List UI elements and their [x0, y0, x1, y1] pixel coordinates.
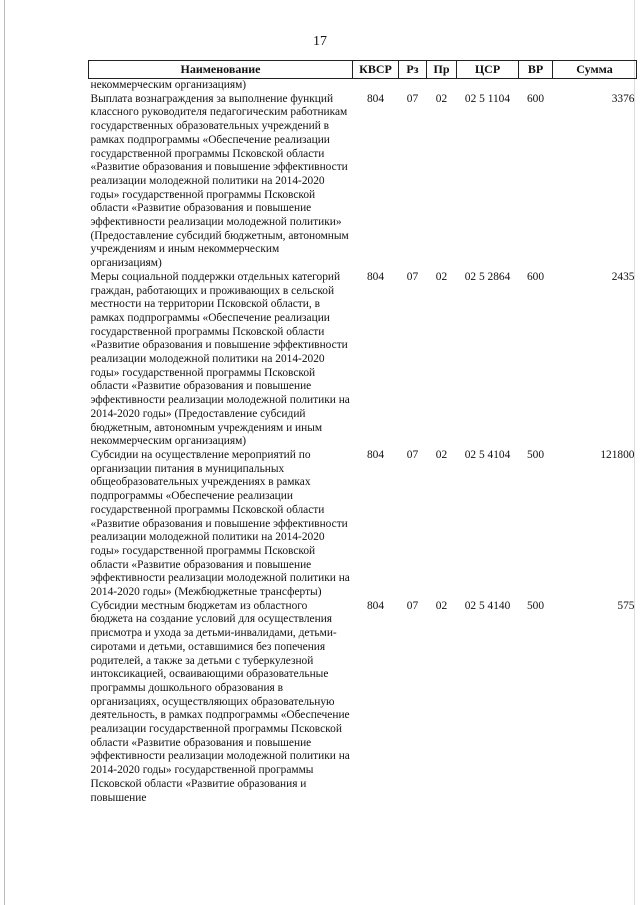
- header-sum: Сумма: [553, 61, 637, 79]
- row-pr: 02: [435, 599, 448, 612]
- page-number: 17: [313, 34, 327, 49]
- header-rz: Рз: [399, 61, 427, 79]
- row-kvsr: 804: [366, 92, 385, 105]
- table-row: [89, 79, 637, 93]
- row-rz: 07: [406, 599, 419, 612]
- row-csr: 02 5 4140: [464, 599, 511, 612]
- row-name: Субсидии местным бюджетам из областного бюджета на создание условий для осуществления присмотра и ухода за детьми-инвалидами, детьми-сиротами и детьми, оставшимися без попечения родителей, а также за детьми с туберкулезной интоксикацией, осваивающими образовательные программы дошкольного образования в организациях, осуществляющих образовательную деятельность, в рамках подпрограммы «Обеспечение реализации государственной программы Псковской области «Развитие образования и повышение эффективности реализации молодежной политики на 2014-2020 годы» государственной программы Псковской области «Развитие образования и повышение: [90, 599, 350, 804]
- table-row: [89, 271, 637, 449]
- row-rz: 07: [406, 270, 419, 283]
- row-sum: 2435: [611, 270, 635, 283]
- table-row: [89, 600, 637, 806]
- row-pr: 02: [435, 92, 448, 105]
- header-csr: ЦСР: [457, 61, 519, 79]
- table-row: [89, 449, 637, 600]
- row-kvsr: [353, 79, 399, 93]
- page-left-edge: [4, 0, 5, 905]
- row-sum: [553, 79, 637, 93]
- budget-table: [88, 60, 637, 805]
- row-vr: 600: [526, 92, 545, 105]
- row-name: некоммерческим организациям): [90, 79, 247, 91]
- row-csr: 02 5 2864: [464, 270, 511, 283]
- row-rz: [399, 79, 427, 93]
- row-name: Выплата вознаграждения за выполнение функций классного руководителя педагогическим работникам государственных образовательных учреждений в рамках подпрограммы «Обеспечение реализации государственной программы Псковской области «Развитие образования и повышение эффективности реализации молодежной политики на 2014-2020 годы» государственной программы Псковской области «Развитие образования и повышение эффективности реализации молодежной политики» (Предоставление субсидий бюджетным, автономным учреждениям и иным некоммерческим организациям): [90, 92, 349, 270]
- header-kvsr: КВСР: [353, 61, 399, 79]
- row-name: Субсидии на осуществление мероприятий по организации питания в муниципальных общеобразовательных учреждениях в рамках подпрограммы «Обеспечение реализации государственной программы Псковской области «Развитие образования и повышение эффективности реализации молодежной политики на 2014-2020 годы» государственной программы Псковской области «Развитие образования и повышение эффективности реализации молодежной политики на 2014-2020 годы» (Межбюджетные трансферты): [90, 448, 350, 599]
- header-name: Наименование: [89, 61, 353, 79]
- row-pr: 02: [435, 448, 448, 461]
- row-sum: 3376: [611, 92, 635, 105]
- table-row: [89, 93, 637, 271]
- row-kvsr: 804: [366, 599, 385, 612]
- row-pr: 02: [435, 270, 448, 283]
- header-vr: ВР: [519, 61, 553, 79]
- row-csr: 02 5 4104: [464, 448, 511, 461]
- row-vr: 500: [526, 599, 545, 612]
- row-vr: [519, 79, 553, 93]
- table-header-row: [89, 61, 637, 79]
- header-pr: Пр: [427, 61, 457, 79]
- row-kvsr: 804: [366, 448, 385, 461]
- row-csr: [457, 79, 519, 93]
- row-rz: 07: [406, 448, 419, 461]
- row-csr: 02 5 1104: [464, 92, 511, 105]
- row-rz: 07: [406, 92, 419, 105]
- row-sum: 121800: [600, 448, 635, 461]
- row-vr: 500: [526, 448, 545, 461]
- row-sum: 575: [617, 599, 635, 612]
- row-name: Меры социальной поддержки отдельных категорий граждан, работающих и проживающих в сельской местности на территории Псковской области, в рамках подпрограммы «Обеспечение реализации государственной программы Псковской области «Развитие образования и повышение эффективности реализации молодежной политики на 2014-2020 годы» государственной программы Псковской области «Развитие образования и повышение эффективности реализации молодежной политики на 2014-2020 годы» (Предоставление субсидий бюджетным, автономным учреждениям и иным некоммерческим организациям): [90, 270, 350, 448]
- row-pr: [427, 79, 457, 93]
- row-kvsr: 804: [366, 270, 385, 283]
- row-vr: 600: [526, 270, 545, 283]
